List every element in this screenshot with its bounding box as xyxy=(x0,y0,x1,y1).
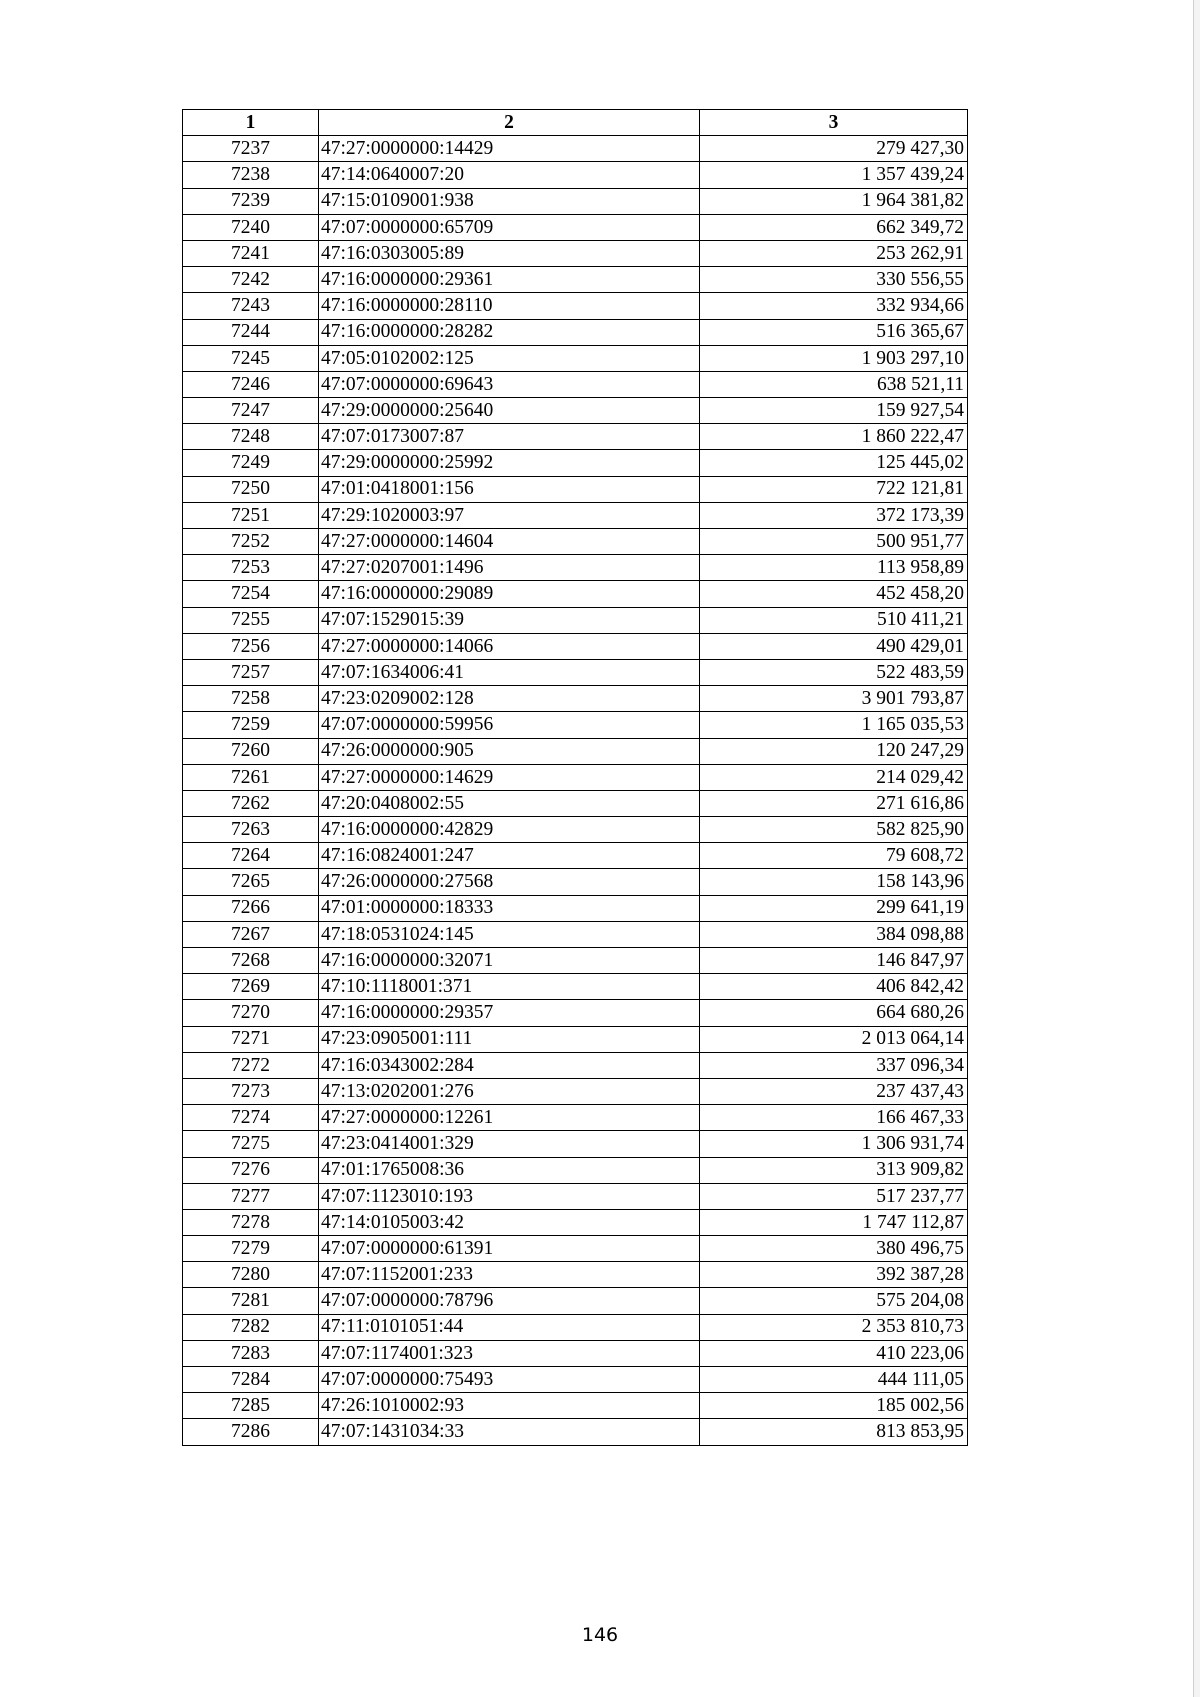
value-cell: 638 521,11 xyxy=(700,371,968,397)
cadastral-number-cell: 47:14:0640007:20 xyxy=(319,162,700,188)
table-row xyxy=(183,424,968,450)
row-number-cell: 7282 xyxy=(183,1314,319,1340)
table-header xyxy=(183,110,968,136)
cadastral-number-cell: 47:14:0105003:42 xyxy=(319,1209,700,1235)
value-cell: 237 437,43 xyxy=(700,1078,968,1104)
row-number-cell: 7274 xyxy=(183,1105,319,1131)
value-cell: 516 365,67 xyxy=(700,319,968,345)
table-row xyxy=(183,1314,968,1340)
cadastral-number-cell: 47:27:0000000:14066 xyxy=(319,633,700,659)
cadastral-number-cell: 47:07:0000000:75493 xyxy=(319,1367,700,1393)
cadastral-number-cell: 47:20:0408002:55 xyxy=(319,790,700,816)
value-cell: 330 556,55 xyxy=(700,267,968,293)
cadastral-number-cell: 47:01:1765008:36 xyxy=(319,1157,700,1183)
table-row xyxy=(183,1131,968,1157)
row-number-cell: 7255 xyxy=(183,607,319,633)
row-number-cell: 7249 xyxy=(183,450,319,476)
value-cell: 337 096,34 xyxy=(700,1052,968,1078)
cadastral-number-cell: 47:27:0000000:14429 xyxy=(319,136,700,162)
table-row xyxy=(183,686,968,712)
table-row xyxy=(183,1262,968,1288)
value-cell: 299 641,19 xyxy=(700,895,968,921)
cadastral-number-cell: 47:07:1634006:41 xyxy=(319,659,700,685)
value-cell: 372 173,39 xyxy=(700,502,968,528)
row-number-cell: 7248 xyxy=(183,424,319,450)
row-number-cell: 7241 xyxy=(183,240,319,266)
row-number-cell: 7276 xyxy=(183,1157,319,1183)
table-row xyxy=(183,895,968,921)
table-row xyxy=(183,162,968,188)
row-number-cell: 7251 xyxy=(183,502,319,528)
row-number-cell: 7262 xyxy=(183,790,319,816)
value-cell: 575 204,08 xyxy=(700,1288,968,1314)
row-number-cell: 7267 xyxy=(183,921,319,947)
table-row xyxy=(183,790,968,816)
row-number-cell: 7279 xyxy=(183,1236,319,1262)
cadastral-number-cell: 47:16:0000000:29357 xyxy=(319,1000,700,1026)
cadastral-number-cell: 47:15:0109001:938 xyxy=(319,188,700,214)
value-cell: 271 616,86 xyxy=(700,790,968,816)
cadastral-number-cell: 47:16:0000000:29089 xyxy=(319,581,700,607)
cadastral-number-cell: 47:13:0202001:276 xyxy=(319,1078,700,1104)
row-number-cell: 7247 xyxy=(183,398,319,424)
cadastral-number-cell: 47:01:0418001:156 xyxy=(319,476,700,502)
cadastral-number-cell: 47:29:0000000:25992 xyxy=(319,450,700,476)
cadastral-number-cell: 47:07:0000000:69643 xyxy=(319,371,700,397)
column-header-3: 3 xyxy=(700,110,968,136)
cadastral-number-cell: 47:16:0000000:29361 xyxy=(319,267,700,293)
cadastral-number-cell: 47:16:0000000:28282 xyxy=(319,319,700,345)
cadastral-number-cell: 47:23:0209002:128 xyxy=(319,686,700,712)
value-cell: 125 445,02 xyxy=(700,450,968,476)
table-row xyxy=(183,476,968,502)
cadastral-number-cell: 47:11:0101051:44 xyxy=(319,1314,700,1340)
table-row xyxy=(183,1157,968,1183)
table-row xyxy=(183,555,968,581)
cadastral-number-cell: 47:16:0824001:247 xyxy=(319,843,700,869)
table-row xyxy=(183,240,968,266)
data-table xyxy=(182,109,968,1446)
value-cell: 332 934,66 xyxy=(700,293,968,319)
row-number-cell: 7246 xyxy=(183,371,319,397)
row-number-cell: 7245 xyxy=(183,345,319,371)
cadastral-number-cell: 47:27:0207001:1496 xyxy=(319,555,700,581)
value-cell: 1 306 931,74 xyxy=(700,1131,968,1157)
value-cell: 392 387,28 xyxy=(700,1262,968,1288)
value-cell: 1 964 381,82 xyxy=(700,188,968,214)
table-row xyxy=(183,1000,968,1026)
cadastral-number-cell: 47:26:0000000:27568 xyxy=(319,869,700,895)
table-row xyxy=(183,1340,968,1366)
value-cell: 79 608,72 xyxy=(700,843,968,869)
table-row xyxy=(183,136,968,162)
value-cell: 253 262,91 xyxy=(700,240,968,266)
row-number-cell: 7270 xyxy=(183,1000,319,1026)
cadastral-number-cell: 47:07:0173007:87 xyxy=(319,424,700,450)
value-cell: 384 098,88 xyxy=(700,921,968,947)
row-number-cell: 7253 xyxy=(183,555,319,581)
value-cell: 410 223,06 xyxy=(700,1340,968,1366)
table-row xyxy=(183,319,968,345)
value-cell: 185 002,56 xyxy=(700,1393,968,1419)
value-cell: 113 958,89 xyxy=(700,555,968,581)
row-number-cell: 7256 xyxy=(183,633,319,659)
row-number-cell: 7260 xyxy=(183,738,319,764)
table-row xyxy=(183,188,968,214)
row-number-cell: 7278 xyxy=(183,1209,319,1235)
cadastral-number-cell: 47:07:1431034:33 xyxy=(319,1419,700,1445)
table-row xyxy=(183,764,968,790)
table-row xyxy=(183,1052,968,1078)
cadastral-number-cell: 47:16:0303005:89 xyxy=(319,240,700,266)
row-number-cell: 7243 xyxy=(183,293,319,319)
cadastral-number-cell: 47:07:0000000:59956 xyxy=(319,712,700,738)
table-row xyxy=(183,1078,968,1104)
value-cell: 120 247,29 xyxy=(700,738,968,764)
value-cell: 406 842,42 xyxy=(700,974,968,1000)
value-cell: 722 121,81 xyxy=(700,476,968,502)
row-number-cell: 7271 xyxy=(183,1026,319,1052)
value-cell: 1 903 297,10 xyxy=(700,345,968,371)
cadastral-number-cell: 47:07:1174001:323 xyxy=(319,1340,700,1366)
value-cell: 1 357 439,24 xyxy=(700,162,968,188)
row-number-cell: 7258 xyxy=(183,686,319,712)
value-cell: 510 411,21 xyxy=(700,607,968,633)
cadastral-number-cell: 47:29:0000000:25640 xyxy=(319,398,700,424)
cadastral-number-cell: 47:07:1152001:233 xyxy=(319,1262,700,1288)
value-cell: 813 853,95 xyxy=(700,1419,968,1445)
cadastral-number-cell: 47:07:1123010:193 xyxy=(319,1183,700,1209)
row-number-cell: 7250 xyxy=(183,476,319,502)
value-cell: 517 237,77 xyxy=(700,1183,968,1209)
value-cell: 1 860 222,47 xyxy=(700,424,968,450)
table-row xyxy=(183,1209,968,1235)
row-number-cell: 7264 xyxy=(183,843,319,869)
cadastral-number-cell: 47:29:1020003:97 xyxy=(319,502,700,528)
value-cell: 279 427,30 xyxy=(700,136,968,162)
table-row xyxy=(183,738,968,764)
row-number-cell: 7277 xyxy=(183,1183,319,1209)
cadastral-number-cell: 47:16:0000000:32071 xyxy=(319,948,700,974)
row-number-cell: 7257 xyxy=(183,659,319,685)
table-row xyxy=(183,921,968,947)
row-number-cell: 7240 xyxy=(183,214,319,240)
value-cell: 166 467,33 xyxy=(700,1105,968,1131)
row-number-cell: 7239 xyxy=(183,188,319,214)
table-row xyxy=(183,398,968,424)
value-cell: 444 111,05 xyxy=(700,1367,968,1393)
value-cell: 2 013 064,14 xyxy=(700,1026,968,1052)
table-row xyxy=(183,1105,968,1131)
value-cell: 313 909,82 xyxy=(700,1157,968,1183)
row-number-cell: 7283 xyxy=(183,1340,319,1366)
cadastral-number-cell: 47:26:0000000:905 xyxy=(319,738,700,764)
cadastral-number-cell: 47:07:0000000:61391 xyxy=(319,1236,700,1262)
value-cell: 1 165 035,53 xyxy=(700,712,968,738)
cadastral-number-cell: 47:01:0000000:18333 xyxy=(319,895,700,921)
cadastral-number-cell: 47:16:0343002:284 xyxy=(319,1052,700,1078)
value-cell: 662 349,72 xyxy=(700,214,968,240)
cadastral-number-cell: 47:07:0000000:65709 xyxy=(319,214,700,240)
table-row xyxy=(183,817,968,843)
row-number-cell: 7268 xyxy=(183,948,319,974)
row-number-cell: 7261 xyxy=(183,764,319,790)
value-cell: 490 429,01 xyxy=(700,633,968,659)
cadastral-number-cell: 47:07:1529015:39 xyxy=(319,607,700,633)
cadastral-number-cell: 47:07:0000000:78796 xyxy=(319,1288,700,1314)
cadastral-number-cell: 47:10:1118001:371 xyxy=(319,974,700,1000)
table-row xyxy=(183,1183,968,1209)
table-row xyxy=(183,869,968,895)
table-row xyxy=(183,974,968,1000)
value-cell: 452 458,20 xyxy=(700,581,968,607)
cadastral-number-cell: 47:16:0000000:42829 xyxy=(319,817,700,843)
row-number-cell: 7275 xyxy=(183,1131,319,1157)
row-number-cell: 7252 xyxy=(183,529,319,555)
cadastral-number-cell: 47:16:0000000:28110 xyxy=(319,293,700,319)
table-header-row xyxy=(183,110,968,136)
row-number-cell: 7286 xyxy=(183,1419,319,1445)
row-number-cell: 7238 xyxy=(183,162,319,188)
row-number-cell: 7284 xyxy=(183,1367,319,1393)
row-number-cell: 7281 xyxy=(183,1288,319,1314)
cadastral-number-cell: 47:27:0000000:12261 xyxy=(319,1105,700,1131)
table-row xyxy=(183,1419,968,1445)
table-row xyxy=(183,214,968,240)
table-row xyxy=(183,1236,968,1262)
value-cell: 1 747 112,87 xyxy=(700,1209,968,1235)
row-number-cell: 7259 xyxy=(183,712,319,738)
table-row xyxy=(183,529,968,555)
value-cell: 500 951,77 xyxy=(700,529,968,555)
value-cell: 158 143,96 xyxy=(700,869,968,895)
table-row xyxy=(183,371,968,397)
value-cell: 2 353 810,73 xyxy=(700,1314,968,1340)
value-cell: 380 496,75 xyxy=(700,1236,968,1262)
cadastral-number-cell: 47:27:0000000:14629 xyxy=(319,764,700,790)
row-number-cell: 7285 xyxy=(183,1393,319,1419)
value-cell: 522 483,59 xyxy=(700,659,968,685)
table-row xyxy=(183,633,968,659)
column-header-1: 1 xyxy=(183,110,319,136)
row-number-cell: 7280 xyxy=(183,1262,319,1288)
table-row xyxy=(183,659,968,685)
value-cell: 146 847,97 xyxy=(700,948,968,974)
value-cell: 159 927,54 xyxy=(700,398,968,424)
cadastral-number-cell: 47:05:0102002:125 xyxy=(319,345,700,371)
row-number-cell: 7265 xyxy=(183,869,319,895)
row-number-cell: 7272 xyxy=(183,1052,319,1078)
table-row xyxy=(183,581,968,607)
row-number-cell: 7266 xyxy=(183,895,319,921)
table-row xyxy=(183,948,968,974)
table-row xyxy=(183,843,968,869)
table-row xyxy=(183,267,968,293)
row-number-cell: 7273 xyxy=(183,1078,319,1104)
cadastral-number-cell: 47:23:0905001:111 xyxy=(319,1026,700,1052)
table-row xyxy=(183,1288,968,1314)
cadastral-number-cell: 47:18:0531024:145 xyxy=(319,921,700,947)
table-row xyxy=(183,1393,968,1419)
table-row xyxy=(183,293,968,319)
cadastral-number-cell: 47:27:0000000:14604 xyxy=(319,529,700,555)
cadastral-number-cell: 47:23:0414001:329 xyxy=(319,1131,700,1157)
row-number-cell: 7269 xyxy=(183,974,319,1000)
page-edge xyxy=(1193,0,1200,1697)
table-row xyxy=(183,345,968,371)
value-cell: 664 680,26 xyxy=(700,1000,968,1026)
value-cell: 214 029,42 xyxy=(700,764,968,790)
table-row xyxy=(183,1367,968,1393)
table-row xyxy=(183,712,968,738)
value-cell: 3 901 793,87 xyxy=(700,686,968,712)
row-number-cell: 7242 xyxy=(183,267,319,293)
table-row xyxy=(183,607,968,633)
row-number-cell: 7263 xyxy=(183,817,319,843)
cadastral-number-cell: 47:26:1010002:93 xyxy=(319,1393,700,1419)
row-number-cell: 7237 xyxy=(183,136,319,162)
row-number-cell: 7254 xyxy=(183,581,319,607)
table-body xyxy=(183,136,968,1445)
table-row xyxy=(183,502,968,528)
table-row xyxy=(183,450,968,476)
value-cell: 582 825,90 xyxy=(700,817,968,843)
column-header-2: 2 xyxy=(319,110,700,136)
page-number: 146 xyxy=(581,1624,619,1646)
row-number-cell: 7244 xyxy=(183,319,319,345)
table-row xyxy=(183,1026,968,1052)
